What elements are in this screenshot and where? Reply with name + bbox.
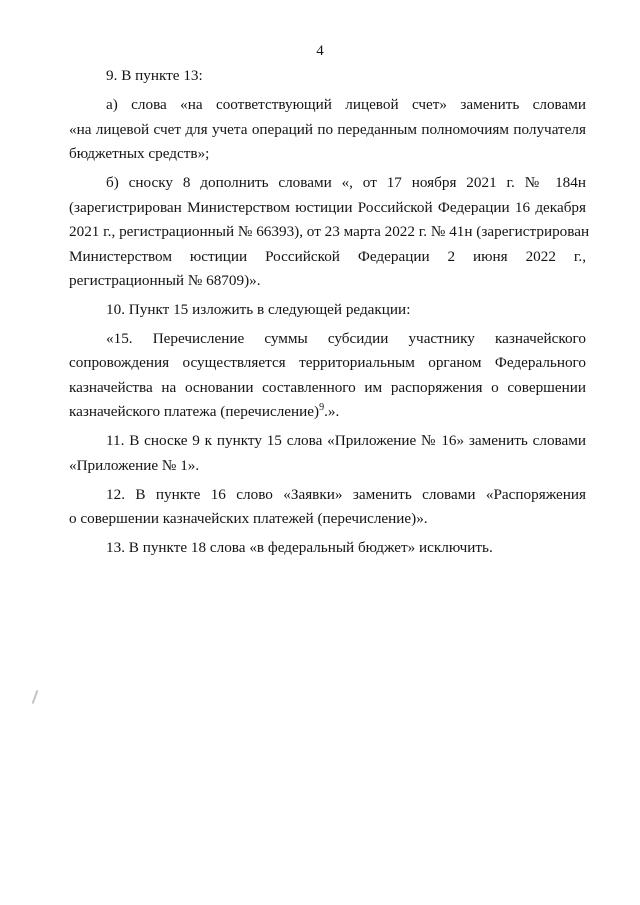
- item-10-quote-end: .».: [324, 403, 340, 420]
- item-9b-line: Министерством юстиции Российской Федерации 2 июня 2022 г.,: [69, 248, 586, 265]
- item-11-line: 11. В сноске 9 к пункту 15 слова «Приложение № 16» заменить словами: [106, 432, 586, 449]
- item-9a-line: а) слова «на соответствующий лицевой счет» заменить словами: [106, 96, 586, 113]
- page-number: 4: [316, 43, 324, 59]
- item-9a-line: бюджетных средств»;: [69, 145, 210, 162]
- item-13-line: 13. В пункте 18 слова «в федеральный бюджет» исключить.: [106, 539, 493, 556]
- item-12-line: о совершении казначейских платежей (перечисление)».: [69, 510, 428, 527]
- footnote-reference: 9: [319, 401, 325, 413]
- item-9a-line: «на лицевой счет для учета операций по переданным полномочиям получателя: [69, 121, 586, 138]
- item-9b-line: б) сноску 8 дополнить словами «, от 17 ноября 2021 г. № 184н: [106, 174, 586, 191]
- item-11-line: «Приложение № 1».: [69, 457, 200, 474]
- item-10-quote-line: сопровождения осуществляется территориальным органом Федерального: [69, 354, 586, 371]
- item-9-heading: 9. В пункте 13:: [106, 67, 203, 84]
- item-10-quote-text: казначейского платежа (перечисление): [69, 403, 320, 420]
- item-10-quote-line: казначейства на основании составленного им распоряжения о совершении: [69, 379, 586, 396]
- item-10-heading: 10. Пункт 15 изложить в следующей редакции:: [106, 301, 411, 318]
- item-9b-line: (зарегистрирован Министерством юстиции Российской Федерации 16 декабря: [69, 199, 586, 216]
- item-9b-line: 2021 г., регистрационный № 66393), от 23 марта 2022 г. № 41н (зарегистрирован: [69, 223, 590, 240]
- scan-speck: [32, 690, 39, 704]
- item-12-line: 12. В пункте 16 слово «Заявки» заменить словами «Распоряжения: [106, 486, 586, 503]
- item-10-quote-last-line: [69, 403, 339, 421]
- item-9b-line: регистрационный № 68709)».: [69, 272, 261, 289]
- item-10-quote-line: «15. Перечисление суммы субсидии участнику казначейского: [106, 330, 586, 347]
